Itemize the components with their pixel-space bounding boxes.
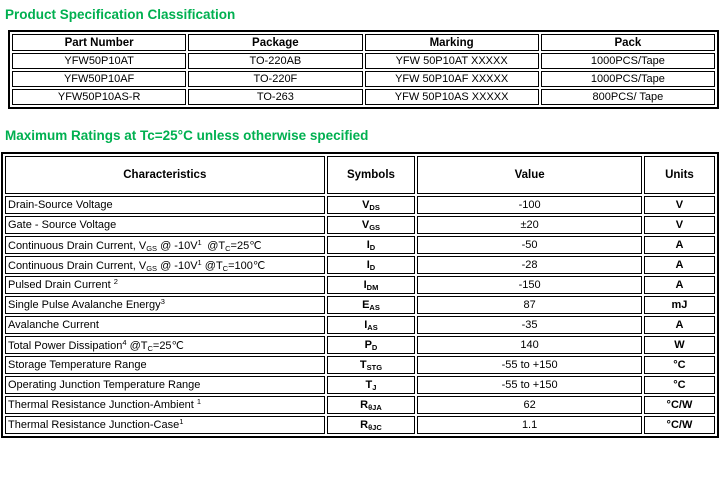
column-header: Units: [644, 156, 715, 194]
marking-cell: YFW 50P10AS XXXXX: [365, 89, 539, 105]
table-row: [5, 216, 715, 234]
symbol-cell: $I_D$: [327, 236, 416, 254]
value-cell: 1.1: [417, 416, 642, 434]
table-header-row: [12, 34, 715, 51]
pack-cell: 1000PCS/Tape: [541, 71, 715, 87]
value-cell: -150: [417, 276, 642, 294]
symbol-cell: $V_{DS}$: [327, 196, 416, 214]
units-cell: °C: [644, 376, 715, 394]
table-row: [5, 416, 715, 434]
package-cell: TO-220AB: [188, 53, 362, 69]
table-row: [12, 53, 715, 69]
classification-table-body: [12, 53, 715, 105]
column-header: Symbols: [327, 156, 416, 194]
marking-cell: YFW 50P10AF XXXXX: [365, 71, 539, 87]
value-cell: 62: [417, 396, 642, 414]
pack-cell: 1000PCS/Tape: [541, 53, 715, 69]
characteristic-cell: Continuous Drain Current, $V_{GS}$ @ $-10V^1$ $@T_C=100℃$: [5, 256, 325, 274]
units-cell: A: [644, 256, 715, 274]
section-title-product-specification-classification: Product Specification Classification: [5, 7, 236, 22]
table-header-row: [5, 156, 715, 194]
table-row: [12, 71, 715, 87]
symbol-cell: $V_{GS}$: [327, 216, 416, 234]
table-row: [5, 296, 715, 314]
characteristic-cell: Operating Junction Temperature Range: [5, 376, 325, 394]
value-cell: ±20: [417, 216, 642, 234]
marking-cell: YFW 50P10AT XXXXX: [365, 53, 539, 69]
symbol-cell: $T_J$: [327, 376, 416, 394]
column-header: Part Number: [12, 34, 186, 51]
table-row: [5, 336, 715, 354]
characteristic-cell: Avalanche Current: [5, 316, 325, 334]
characteristic-cell: Storage Temperature Range: [5, 356, 325, 374]
table-row: [5, 236, 715, 254]
part-number-cell: YFW50P10AF: [12, 71, 186, 87]
value-cell: -100: [417, 196, 642, 214]
value-cell: -28: [417, 256, 642, 274]
units-cell: A: [644, 236, 715, 254]
units-cell: °C: [644, 356, 715, 374]
symbol-cell: $T_{STG}$: [327, 356, 416, 374]
column-header: Pack: [541, 34, 715, 51]
pack-cell: 800PCS/ Tape: [541, 89, 715, 105]
value-cell: -35: [417, 316, 642, 334]
characteristic-cell: Single Pulse Avalanche Energy$^3$: [5, 296, 325, 314]
value-cell: 140: [417, 336, 642, 354]
characteristic-cell: Drain-Source Voltage: [5, 196, 325, 214]
ratings-table-header: [5, 156, 715, 194]
units-cell: W: [644, 336, 715, 354]
table-row: [5, 356, 715, 374]
units-cell: V: [644, 196, 715, 214]
symbol-cell: $I_{DM}$: [327, 276, 416, 294]
table-row: [12, 89, 715, 105]
characteristic-cell: Continuous Drain Current, $V_{GS}$ @ $-10V^1$ $@T_C=25℃$: [5, 236, 325, 254]
classification-table: [8, 30, 719, 109]
table-row: [5, 396, 715, 414]
section-title-maximum-ratings: Maximum Ratings at Tc=25°C unless otherwise specified: [5, 128, 369, 143]
package-cell: TO-220F: [188, 71, 362, 87]
column-header: Marking: [365, 34, 539, 51]
classification-table-header: [12, 34, 715, 51]
table-row: [5, 256, 715, 274]
symbol-cell: $P_D$: [327, 336, 416, 354]
symbol-cell: $I_D$: [327, 256, 416, 274]
value-cell: -50: [417, 236, 642, 254]
table-row: [5, 196, 715, 214]
characteristic-cell: Pulsed Drain Current $^2$: [5, 276, 325, 294]
units-cell: °C/W: [644, 416, 715, 434]
part-number-cell: YFW50P10AS-R: [12, 89, 186, 105]
units-cell: mJ: [644, 296, 715, 314]
symbol-cell: $R_{\theta JC}$: [327, 416, 416, 434]
ratings-table-body: [5, 196, 715, 434]
symbol-cell: $R_{\theta JA}$: [327, 396, 416, 414]
column-header: Package: [188, 34, 362, 51]
value-cell: 87: [417, 296, 642, 314]
part-number-cell: YFW50P10AT: [12, 53, 186, 69]
table-row: [5, 276, 715, 294]
table-row: [5, 376, 715, 394]
symbol-cell: $I_{AS}$: [327, 316, 416, 334]
characteristic-cell: Thermal Resistance Junction-Case$^1$: [5, 416, 325, 434]
units-cell: A: [644, 316, 715, 334]
characteristic-cell: Gate - Source Voltage: [5, 216, 325, 234]
units-cell: °C/W: [644, 396, 715, 414]
units-cell: V: [644, 216, 715, 234]
units-cell: A: [644, 276, 715, 294]
package-cell: TO-263: [188, 89, 362, 105]
maximum-ratings-table: [1, 152, 719, 438]
column-header: Value: [417, 156, 642, 194]
value-cell: -55 to +150: [417, 356, 642, 374]
characteristic-cell: Thermal Resistance Junction-Ambient $^1$: [5, 396, 325, 414]
characteristic-cell: Total Power Dissipation$^4$ $@T_C=25℃$: [5, 336, 325, 354]
value-cell: -55 to +150: [417, 376, 642, 394]
table-row: [5, 316, 715, 334]
column-header: Characteristics: [5, 156, 325, 194]
symbol-cell: $E_{AS}$: [327, 296, 416, 314]
